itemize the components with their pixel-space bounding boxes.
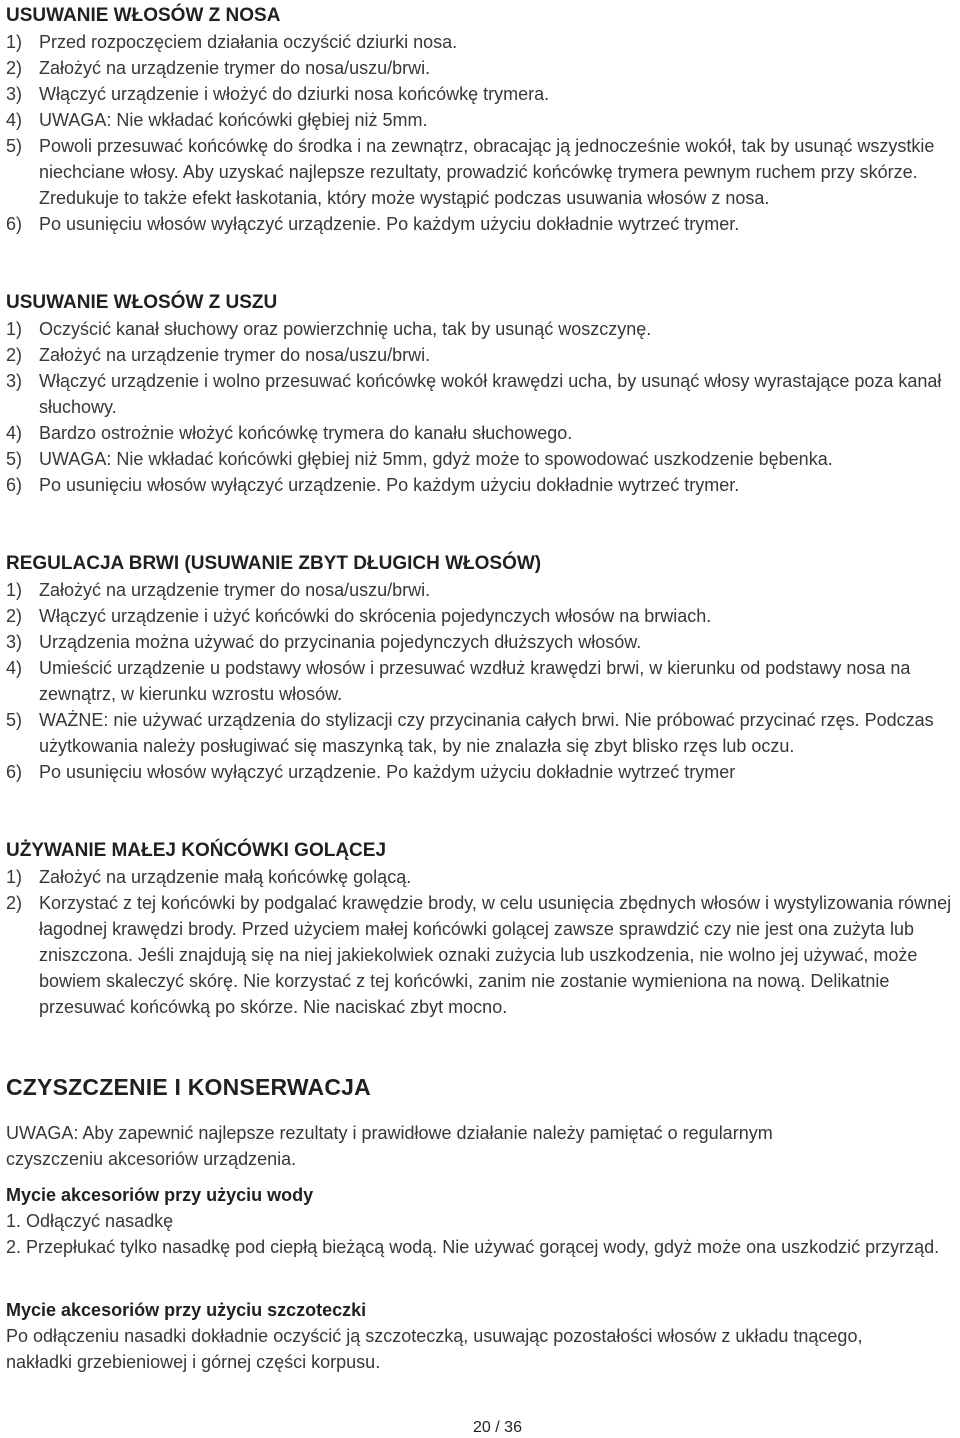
list-item — [6, 759, 956, 785]
list-item — [6, 342, 956, 368]
section-title: USUWANIE WŁOSÓW Z NOSA — [6, 5, 281, 26]
item-text: Urządzenia można używać do przycinania pojedynczych dłuższych włosów. — [39, 632, 642, 652]
cleaning-title: CZYSZCZENIE I KONSERWACJA — [6, 1074, 371, 1100]
list-item — [6, 655, 956, 707]
item-text: Włączyć urządzenie i wolno przesuwać końcówkę wokół krawędzi ucha, by usunąć włosy wyrastające poza kanał słuchowy. — [39, 371, 942, 417]
item-number: 4) — [6, 110, 23, 130]
item-number: 1) — [6, 32, 23, 52]
item-number: 6) — [6, 762, 23, 782]
list-item — [6, 707, 956, 759]
item-number: 1) — [6, 319, 23, 339]
item-text: Korzystać z tej końcówki by podgalać krawędzie brody, w celu usunięcia zbędnych włosów i wystylizowania równej łagodnej krawędzi brody. Przed użyciem małej końcówki golącej zawsze sprawdzić czy nie jest ona zużyta lub zniszczona. Jeśli znajdują się na niej jakiekolwiek oznaki zużycia lub uszkodzenia, nie wolno jej używać, może bowiem skaleczyć skórę. Nie korzystać z tej końcówki, zanim nie zostanie wymieniona na nową. Delikatnie przesuwać końcówką po skórze. Nie naciskać zbyt mocno. — [39, 893, 952, 1017]
item-number: 4) — [6, 658, 23, 678]
item-text: Założyć na urządzenie małą końcówkę golącą. — [39, 867, 412, 887]
item-text: Założyć na urządzenie trymer do nosa/uszu/brwi. — [39, 58, 431, 78]
item-number: 2) — [6, 893, 23, 913]
item-number: 2) — [6, 345, 23, 365]
cleaning-note: UWAGA: Aby zapewnić najlepsze rezultaty i prawidłowe działanie należy pamiętać o regularnym czyszczeniu akcesoriów urządzenia. — [6, 1123, 773, 1169]
list-item — [6, 890, 956, 1020]
item-number: 2) — [6, 58, 23, 78]
water-step — [6, 1234, 951, 1260]
step-number: 1. — [6, 1211, 22, 1231]
list-item — [6, 55, 956, 81]
section-nose — [6, 3, 956, 237]
item-text: Po usunięciu włosów wyłączyć urządzenie. Po każdym użyciu dokładnie wytrzeć trymer. — [39, 214, 740, 234]
list-item — [6, 368, 956, 420]
section-ears — [6, 290, 956, 498]
item-number: 5) — [6, 136, 23, 156]
list-item — [6, 864, 956, 890]
item-text: Oczyścić kanał słuchowy oraz powierzchnię ucha, tak by usunąć woszczynę. — [39, 319, 652, 339]
item-number: 3) — [6, 84, 23, 104]
item-text: Założyć na urządzenie trymer do nosa/uszu/brwi. — [39, 345, 431, 365]
step-text: Przepłukać tylko nasadkę pod ciepłą bieżącą wodą. Nie używać gorącej wody, gdyż może ona uszkodzić przyrząd. — [26, 1237, 940, 1257]
item-text: Włączyć urządzenie i włożyć do dziurki nosa końcówkę trymera. — [39, 84, 550, 104]
item-text: Po usunięciu włosów wyłączyć urządzenie. Po każdym użyciu dokładnie wytrzeć trymer. — [39, 475, 740, 495]
item-number: 5) — [6, 449, 23, 469]
brush-cleaning-text: Po odłączeniu nasadki dokładnie oczyścić ją szczoteczką, usuwając pozostałości włosów z układu tnącego, nakładki grzebieniowej i górnej części korpusu. — [6, 1326, 863, 1372]
item-number: 3) — [6, 632, 23, 652]
list-item — [6, 81, 956, 107]
list-item — [6, 211, 956, 237]
brush-cleaning — [6, 1297, 956, 1375]
water-cleaning — [6, 1182, 956, 1260]
section-title: UŻYWANIE MAŁEJ KOŃCÓWKI GOLĄCEJ — [6, 840, 387, 861]
item-number: 2) — [6, 606, 23, 626]
section-eyebrows — [6, 551, 956, 785]
item-text: Przed rozpoczęciem działania oczyścić dziurki nosa. — [39, 32, 458, 52]
item-number: 3) — [6, 371, 23, 391]
item-number: 4) — [6, 423, 23, 443]
list-item — [6, 420, 956, 446]
item-text: Powoli przesuwać końcówkę do środka i na zewnątrz, obracając ją jednocześnie wokół, tak by usunąć wszystkie niechciane włosy. Aby uzyskać najlepsze rezultaty, prowadzić końcówkę trymera pewnym ruchem przy skórze. Zredukuje to także efekt łaskotania, który może wystąpić podczas usuwania włosów z nosa. — [39, 136, 935, 208]
item-text: Umieścić urządzenie u podstawy włosów i przesuwać wzdłuż krawędzi brwi, w kierunku od podstawy nosa na zewnątrz, w kierunku wzrostu włosów. — [39, 658, 911, 704]
list-item — [6, 629, 956, 655]
item-text: Włączyć urządzenie i użyć końcówki do skrócenia pojedynczych włosów na brwiach. — [39, 606, 712, 626]
item-text: WAŻNE: nie używać urządzenia do stylizacji czy przycinania całych brwi. Nie próbować przycinać rzęs. Podczas użytkowania należy posługiwać się maszynką tak, by nie znalazła się zbyt blisko rzęs lub oczu. — [39, 710, 934, 756]
list-item — [6, 446, 956, 472]
water-step — [6, 1208, 956, 1234]
item-number: 5) — [6, 710, 23, 730]
list-item — [6, 107, 956, 133]
section-title: REGULACJA BRWI (USUWANIE ZBYT DŁUGICH WŁOSÓW) — [6, 553, 542, 574]
list-item — [6, 472, 956, 498]
item-text: Bardzo ostrożnie włożyć końcówkę trymera do kanału słuchowego. — [39, 423, 573, 443]
list-item — [6, 29, 956, 55]
page-number: 20 / 36 — [473, 1419, 522, 1436]
brush-cleaning-title: Mycie akcesoriów przy użyciu szczoteczki — [6, 1300, 367, 1320]
item-number: 6) — [6, 475, 23, 495]
list-item — [6, 603, 956, 629]
section-shaver — [6, 838, 956, 1020]
item-number: 1) — [6, 867, 23, 887]
section-title: USUWANIE WŁOSÓW Z USZU — [6, 292, 278, 313]
list-item — [6, 577, 956, 603]
item-text: Założyć na urządzenie trymer do nosa/uszu/brwi. — [39, 580, 431, 600]
list-item — [6, 316, 956, 342]
item-number: 1) — [6, 580, 23, 600]
item-text: UWAGA: Nie wkładać końcówki głębiej niż 5mm. — [39, 110, 428, 130]
section-cleaning — [6, 1072, 956, 1102]
step-text: Odłączyć nasadkę — [26, 1211, 174, 1231]
item-text: UWAGA: Nie wkładać końcówki głębiej niż 5mm, gdyż może to spowodować uszkodzenie bębenka. — [39, 449, 833, 469]
item-number: 6) — [6, 214, 23, 234]
item-text: Po usunięciu włosów wyłączyć urządzenie. Po każdym użyciu dokładnie wytrzeć trymer — [39, 762, 736, 782]
water-cleaning-title: Mycie akcesoriów przy użyciu wody — [6, 1185, 314, 1205]
step-number: 2. — [6, 1237, 22, 1257]
list-item — [6, 133, 956, 211]
